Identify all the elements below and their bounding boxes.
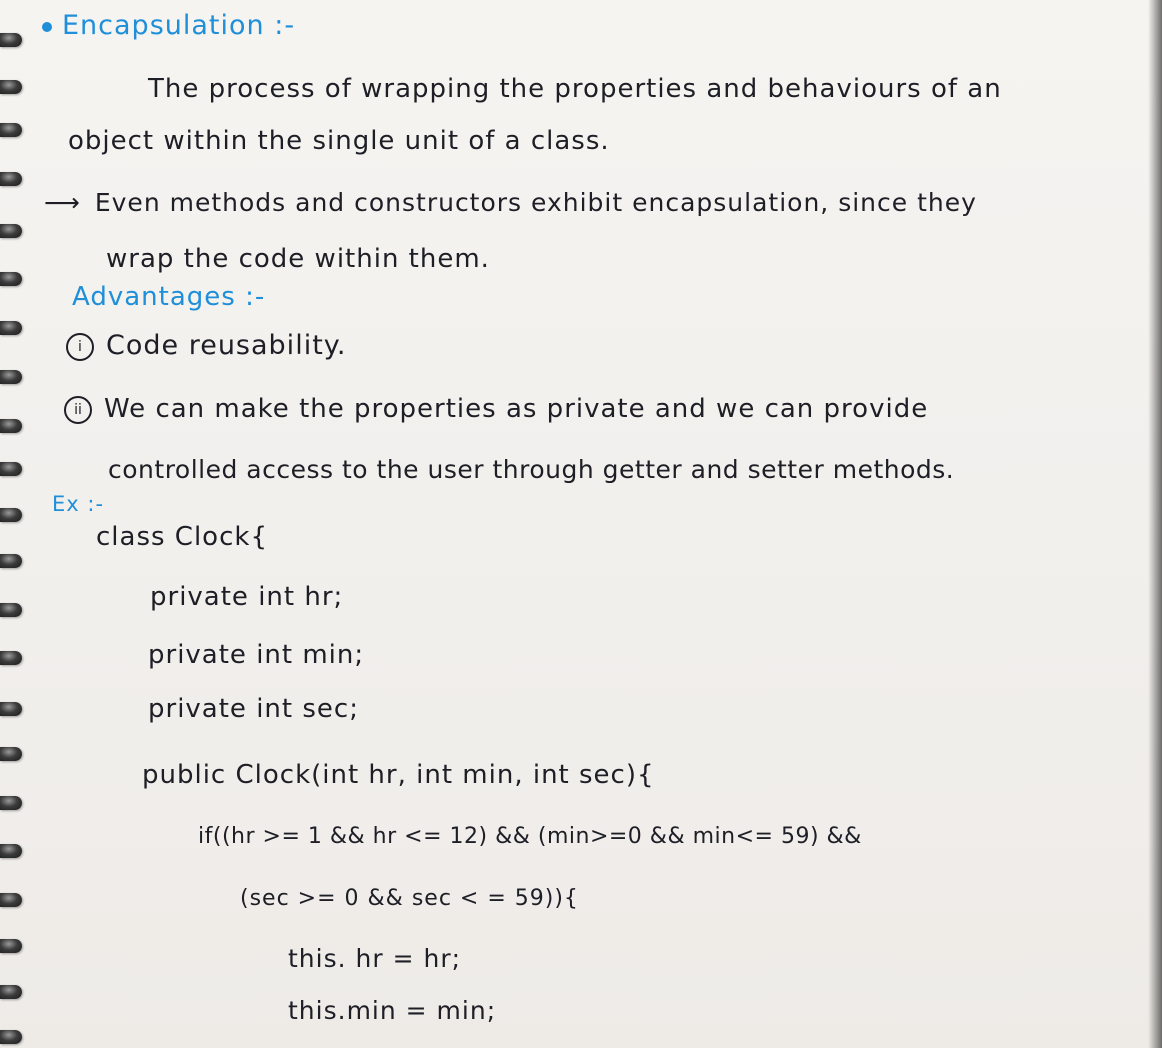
heading-text: Encapsulation :- [62, 10, 296, 41]
spiral-ring [0, 702, 22, 716]
section-heading [42, 10, 295, 41]
definition-line-1: The process of wrapping the properties and behaviours of an [148, 74, 1002, 104]
advantage-text: We can make the properties as private and we can provide [104, 394, 929, 424]
advantage-text: Code reusability. [106, 330, 347, 361]
spiral-ring [0, 123, 22, 137]
code-line: (sec >= 0 && sec < = 59)){ [240, 886, 579, 911]
page-edge-shadow [1148, 0, 1162, 1048]
code-line: this.min = min; [288, 996, 497, 1025]
advantages-heading: Advantages :- [72, 282, 266, 312]
spiral-binding [0, 0, 26, 1048]
spiral-ring [0, 985, 22, 999]
spiral-ring [0, 554, 22, 568]
advantage-item-2-continued: controlled access to the user through getter and setter methods. [108, 455, 955, 484]
note-line-2: wrap the code within them. [106, 244, 490, 274]
note-text: Even methods and constructors exhibit encapsulation, since they [94, 188, 977, 217]
advantage-item-1 [66, 330, 347, 361]
spiral-ring [0, 462, 22, 476]
definition-line-2: object within the single unit of a class. [68, 126, 610, 156]
code-line: private int sec; [148, 694, 359, 724]
spiral-ring [0, 321, 22, 335]
spiral-ring [0, 419, 22, 433]
spiral-ring [0, 172, 22, 186]
code-line: private int hr; [150, 582, 344, 612]
advantage-item-2 [64, 394, 928, 424]
numbered-circle-icon: i [66, 333, 94, 361]
bullet-icon [42, 22, 52, 32]
code-line: class Clock{ [96, 522, 268, 552]
example-label: Ex :- [52, 492, 105, 516]
spiral-ring [0, 651, 22, 665]
code-line: this. hr = hr; [288, 944, 462, 973]
spiral-ring [0, 893, 22, 907]
spiral-ring [0, 603, 22, 617]
spiral-ring [0, 939, 22, 953]
spiral-ring [0, 80, 22, 94]
spiral-ring [0, 1030, 22, 1044]
spiral-ring [0, 272, 22, 286]
spiral-ring [0, 508, 22, 522]
spiral-ring [0, 224, 22, 238]
spiral-ring [0, 33, 22, 47]
spiral-ring [0, 844, 22, 858]
numbered-circle-icon: ii [64, 396, 92, 424]
spiral-ring [0, 747, 22, 761]
spiral-ring [0, 370, 22, 384]
arrow-right-icon: ⟶ [44, 188, 81, 217]
note-line-1 [44, 188, 977, 217]
code-line: private int min; [148, 640, 365, 670]
code-line: if((hr >= 1 && hr <= 12) && (min>=0 && min<= 59) && [198, 824, 862, 849]
code-line: public Clock(int hr, int min, int sec){ [142, 760, 655, 790]
spiral-ring [0, 796, 22, 810]
